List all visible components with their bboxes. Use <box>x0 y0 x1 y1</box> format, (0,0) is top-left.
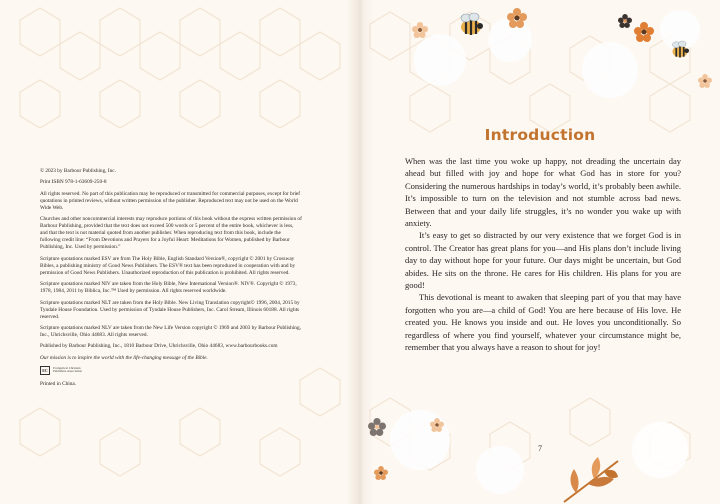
page-number: 7 <box>538 444 542 453</box>
printed-in-line: Printed in China. <box>40 380 77 387</box>
publisher-paragraph: Published by Barbour Publishing, Inc., 1810 Barbour Drive, Uhrichsville, Ohio 44683, www.barbourbooks.com <box>40 343 278 350</box>
flower-icon <box>412 22 428 38</box>
ecpa-logo <box>40 366 302 375</box>
bee-icon <box>455 12 487 38</box>
mission-statement: Our mission is to inspire the world with the life-changing message of the Bible. <box>40 354 208 361</box>
flower-icon <box>430 418 444 432</box>
book-gutter <box>346 0 374 504</box>
nlv-paragraph: Scripture quotations marked NLV are taken from the New Life Version copyright © 1969 and 2003 by Barbour Publishing, Inc., Uhrichsville, Ohio 44683. All rights reserved. <box>40 325 301 339</box>
paragraph: This devotional is meant to awaken that sleeping part of you that may have forgotten who you are—a child of God! You are here because of His love. He created you. He knows you inside and out. He loves you unconditionally. So regardless of where you find yourself, whatever your circumstance might be, remember that you always have a reason to shout for joy! <box>405 292 681 353</box>
isbn-line: Print ISBN 978-1-63609-250-8 <box>40 179 107 186</box>
ecpa-logo-text: Evangelical Christian Publishers Association <box>53 365 82 374</box>
bee-icon <box>668 40 692 60</box>
introduction-page <box>360 0 720 504</box>
paragraph: When was the last time you woke up happy, not dreading the uncertain day ahead but filled with joy and hope for what God has in store for you? Considering the numerous hardships in today’s world, it’s probably been awhile. It’s impossible to turn on the television and not stumble across bad news. Between that and your daily life struggles, it’s no wonder you wake up with anxiety. <box>405 156 681 229</box>
nlt-paragraph: Scripture quotations marked NLT are taken from the Holy Bible. New Living Translation copyright© 1996, 2004, 2015 by Tyndale House Foundation. Used by permission of Tyndale House Publishers, Inc. Carol Stream, Illinois 60188. All rights reserved. <box>40 299 300 320</box>
leaf-branch-icon <box>560 455 620 504</box>
paragraph: It’s easy to get so distracted by our very existence that we forget God is in control. The Creator has great plans for you—and His plans don’t include living day to day without hope for your future. Our days might be uncertain, but God abides. He sits on the throne. He cares for His children. His plans for you are good! <box>405 230 681 291</box>
introduction-body <box>405 155 681 354</box>
niv-paragraph: Scripture quotations marked NIV are taken from the Holy Bible, New International Version®. NIV®. Copyright © 1973, 1978, 1984, 2011 by Biblica, Inc.™ Used by permission. All rights reserved worldwide. <box>40 281 297 295</box>
chapter-title: Introduction <box>484 126 596 144</box>
ecpa-logo-mark: EC <box>40 366 50 375</box>
copyright-line: © 2023 by Barbour Publishing, Inc. <box>40 168 116 174</box>
flower-icon <box>507 8 527 28</box>
churches-paragraph: Churches and other noncommercial interests may reproduce portions of this book without the express written permission of Barbour Publishing, provided that the text does not exceed 500 words or 5 percent of the entire book, whichever is less, and that the text is not material quoted from another publisher. When reproducing text from this book, include the following credit line: “From Devotions and Prayers for a Joyful Heart: Meditations for Women, published by Barbour Publishing, Inc. Used by permission.” <box>40 216 302 251</box>
flower-icon <box>698 74 712 88</box>
flower-icon <box>634 22 654 42</box>
flower-icon <box>374 466 388 480</box>
esv-paragraph: Scripture quotations marked ESV are from The Holy Bible, English Standard Version®, copyright © 2001 by Crossway Bibles, a publishing ministry of Good News Publishers. The ESV® text has been reproduced in cooperation with and by permission of Good News Publishers. Unauthorized reproduction of this publication is prohibited. All rights reserved. <box>40 255 296 276</box>
copyright-block <box>40 168 302 392</box>
rights-paragraph: All rights reserved. No part of this publication may be reproduced or transmitted for commercial purposes, except for brief quotations in printed reviews, without written permission of the publisher. Reproduced text may not be used on the World Wide Web. <box>40 190 301 211</box>
flower-icon <box>618 14 632 28</box>
